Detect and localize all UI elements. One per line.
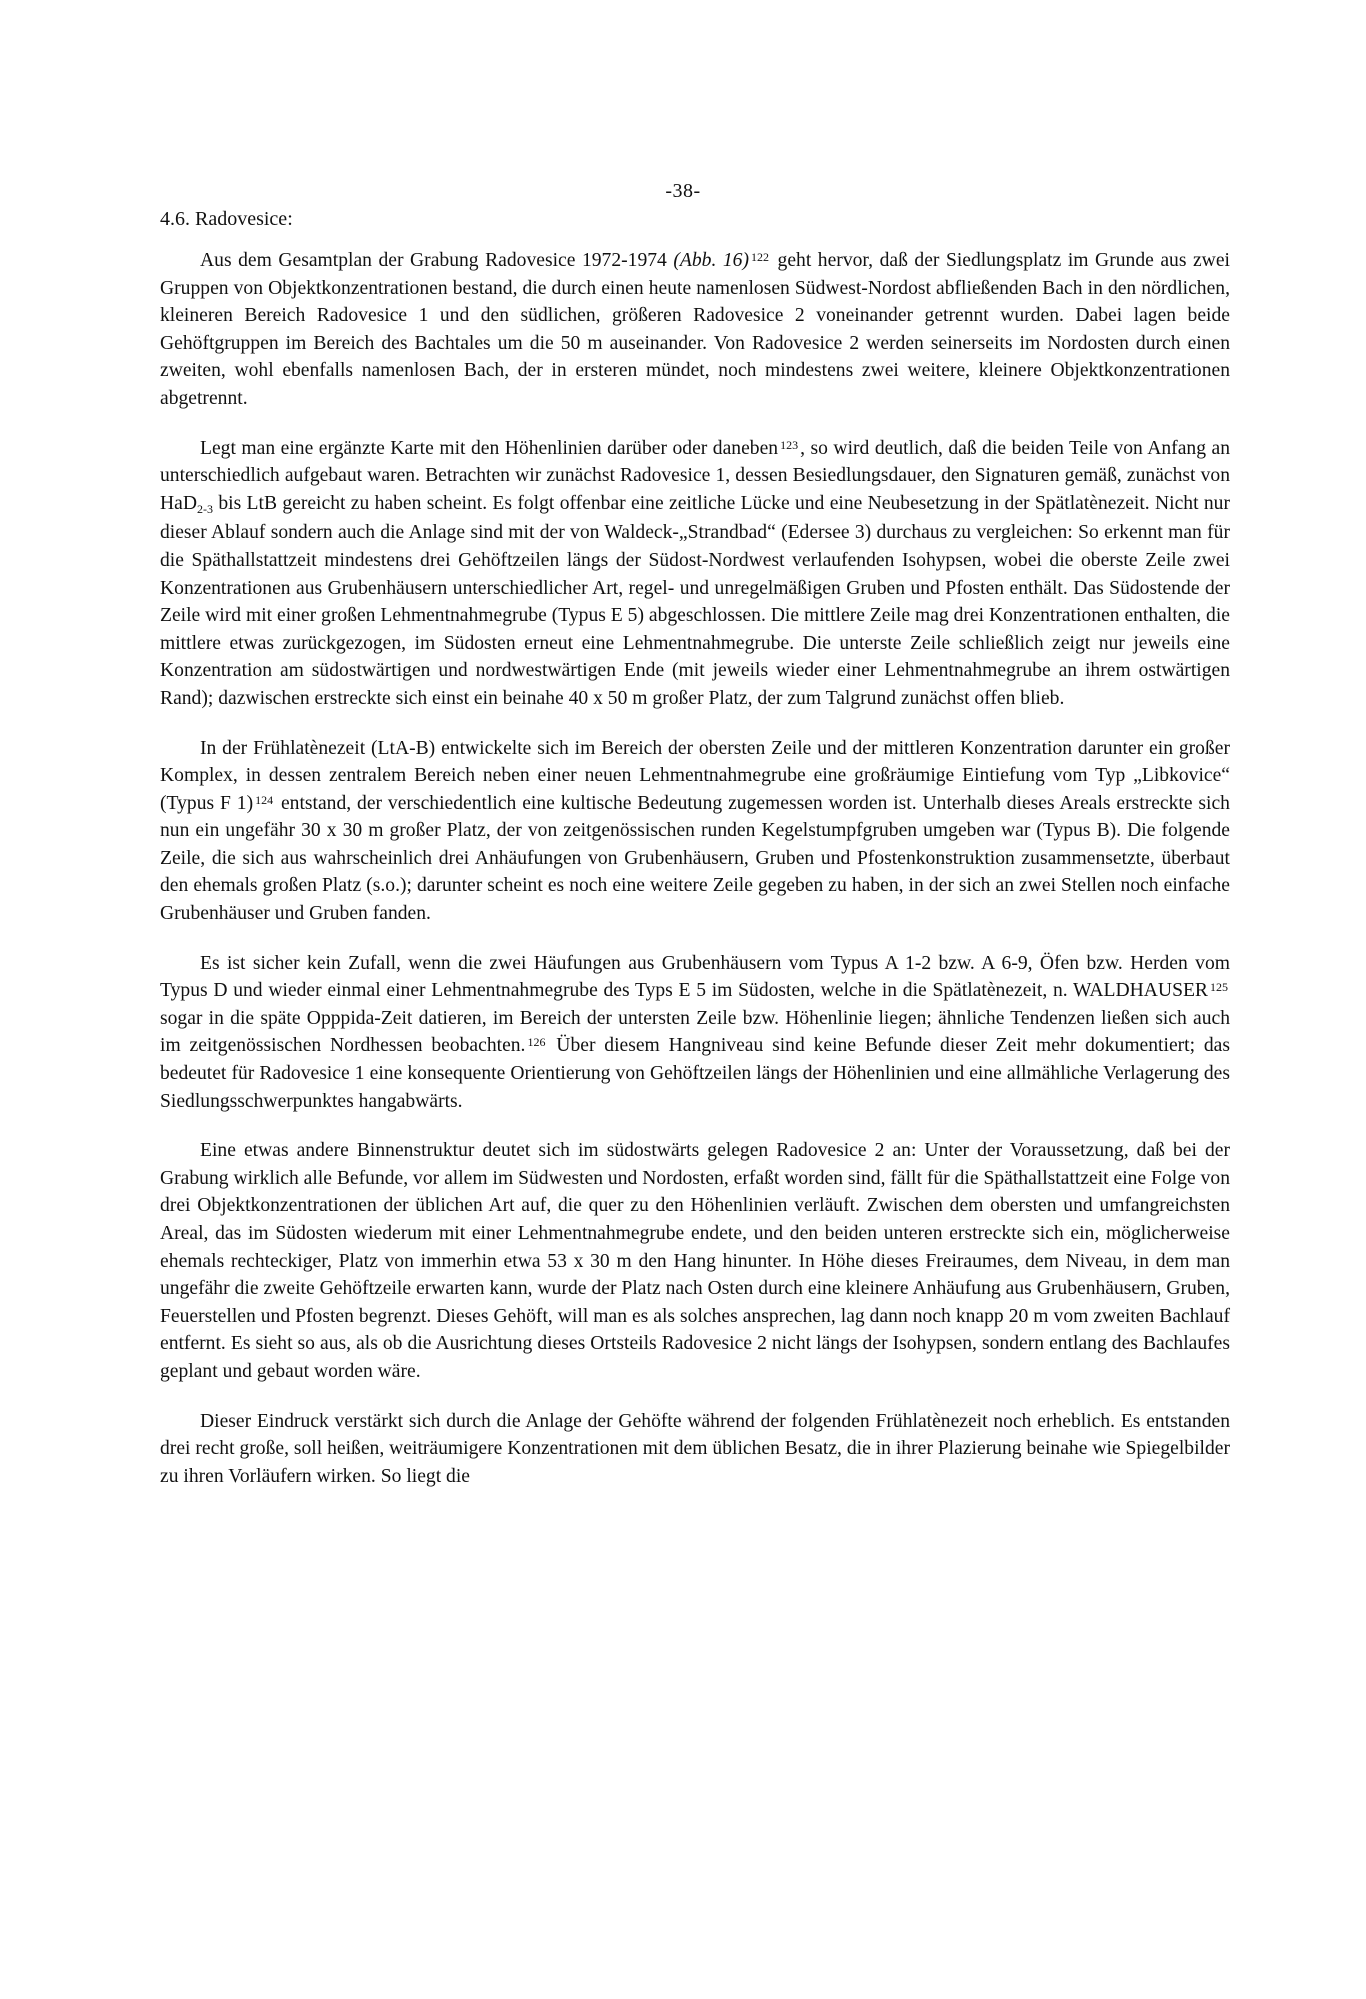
footnote-ref-123: 123	[780, 437, 799, 452]
paragraph-4-text-c: Über diesem Hangniveau sind keine Befunde dieser Zeit mehr dokumentiert; das bedeutet für Radovesice 1 eine konsequente Orientierung von Gehöftzeilen längs der Höhenlinien und eine allmähliche Verlagerung des Siedlungsschwerpunktes hangabwärts.	[160, 1035, 1230, 1112]
paragraph-4-text-a: Es ist sicher kein Zufall, wenn die zwei Häufungen aus Grubenhäusern vom Typus A 1-2 bzw. A 6-9, Öfen bzw. Herden vom Typus D und wieder einmal einer Lehmentnahmegrube des Typs E 5 im Südosten, welche in die Spätlatènezeit, n. WALDHAUSER	[160, 952, 1230, 1002]
paragraph-6-text: Dieser Eindruck verstärkt sich durch die Anlage der Gehöfte während der folgenden Frühlatènezeit noch erheblich. Es entstanden drei recht große, soll heißen, weiträumigere Konzentrationen mit dem üblichen Besatz, die in ihrer Plazierung beinahe wie Spiegelbilder zu ihren Vorläufern wirken. So liegt die	[160, 1410, 1230, 1487]
paragraph-2-text-a: Legt man eine ergänzte Karte mit den Höhenlinien darüber oder daneben	[200, 437, 779, 459]
paragraph-3	[160, 735, 1230, 928]
paragraph-1	[160, 247, 1230, 413]
section-heading: 4.6. Radovesice:	[160, 208, 293, 230]
page-number: -38-	[665, 180, 701, 202]
paragraph-2-text-c: bis LtB gereicht zu haben scheint. Es folgt offenbar eine zeitliche Lücke und eine Neubesetzung in der Spätlatènezeit. Nicht nur dieser Ablauf sondern auch die Anlage sind mit der von Waldeck-„Strandbad“ (Edersee 3) durchaus zu vergleichen: So erkennt man für die Späthallstattzeit mindestens drei Gehöftzeilen längs der Südost-Nordwest verlaufenden Isohypsen, wobei die oberste Zeile zwei Konzentrationen aus Grubenhäusern unterschiedlicher Art, regel- und unregelmäßigen Gruben und Pfosten enthält. Das Südostende der Zeile wird mit einer großen Lehmentnahmegrube (Typus E 5) abgeschlossen. Die mittlere Zeile mag drei Konzentrationen enthalten, die mittlere etwas zurückgezogen, im Südosten erneut eine Lehmentnahmegrube. Die unterste Zeile schließlich zeigt nur jeweils eine Konzentration am südostwärtigen und nordwestwärtigen Ende (mit jeweils wieder einer Lehmentnahmegrube an ihrem ostwärtigen Rand); dazwischen erstreckte sich einst ein beinahe 40 x 50 m großer Platz, der zum Talgrund zunächst offen blieb.	[160, 492, 1230, 709]
paragraph-2-text-b: , so wird deutlich, daß die beiden Teile von Anfang an unterschiedlich aufgebaut waren. Betrachten wir zunächst Radovesice 1, dessen Besiedlungsdauer, den Signaturen gemäß, zunächst von HaD	[160, 437, 1230, 514]
paragraph-5-text: Eine etwas andere Binnenstruktur deutet sich im südostwärts gelegen Radovesice 2 an: Unter der Voraussetzung, daß bei der Grabung wirklich alle Befunde, vor allem im Südwesten und Nordosten, erfaßt worden sind, fällt für die Späthallstattzeit eine Folge von drei Objektkonzentrationen der üblichen Art auf, die quer zu den Höhenlinien verläuft. Zwischen dem obersten und umfangreichsten Areal, das im Südosten wiederum mit einer Lehmentnahmegrube endete, und den beiden unteren erstreckte sich ein, möglicherweise ehemals rechteckiger, Platz von immerhin etwa 53 x 30 m den Hang hinunter. In Höhe dieses Freiraumes, dem Niveau, in dem man ungefähr die zweite Gehöftzeile erwarten kann, wurde der Platz nach Osten durch eine kleinere Anhäufung aus Grubenhäusern, Gruben, Feuerstellen und Pfosten begrenzt. Dieses Gehöft, will man es als solches ansprechen, lag dann noch knapp 20 m vom zweiten Bachlauf entfernt. Es sieht so aus, als ob die Ausrichtung dieses Ortsteils Radovesice 2 nicht längs der Isohypsen, sondern entlang des Bachlaufes geplant und gebaut worden wäre.	[160, 1140, 1230, 1382]
body-text	[160, 247, 1230, 1512]
footnote-ref-125: 125	[1210, 980, 1228, 995]
paragraph-3-text-b: entstand, der verschiedentlich eine kultische Bedeutung zugemessen worden ist. Unterhalb dieses Areals erstreckte sich nun ein ungefähr 30 x 30 m großer Platz, der von zeitgenössischen runden Kegelstumpfgruben umgeben war (Typus B). Die folgende Zeile, die sich aus wahrscheinlich drei Anhäufungen von Grubenhäusern, Gruben und Pfostenkonstruktion zusammensetzte, überbaut den ehemals großen Platz (s.o.); darunter scheint es noch eine weitere Zeile gegeben zu haben, in der sich an zwei Stellen noch einfache Grubenhäuser und Gruben fanden.	[160, 792, 1230, 925]
paragraph-4	[160, 950, 1230, 1116]
paragraph-6	[160, 1408, 1230, 1491]
paragraph-4-text-b: sogar in die späte Opppida-Zeit datieren, im Bereich der untersten Zeile bzw. Höhenlinie liegen; ähnliche Tendenzen ließen sich auch im zeitgenössischen Nordhessen beobachten.	[160, 1007, 1230, 1057]
paragraph-1-text-a: Aus dem Gesamtplan der Grabung Radovesice 1972-1974	[200, 250, 674, 271]
paragraph-2	[160, 435, 1230, 713]
period-subscript: 2-3	[197, 501, 213, 516]
paragraph-3-text-a: In der Frühlatènezeit (LtA-B) entwickelte sich im Bereich der obersten Zeile und der mittleren Konzentration darunter ein großer Komplex, in dessen zentralem Bereich neben einer neuen Lehmentnahmegrube eine großräumige Eintiefung vom Typ „Libkovice“ (Typus F 1)	[160, 737, 1230, 814]
paragraph-1-text-b: geht hervor, daß der Siedlungsplatz im Grunde aus zwei Gruppen von Objektkonzentrationen bestand, die durch einen heute namenlosen Südwest-Nordost abfließenden Bach in den nördlichen, kleineren Bereich Radovesice 1 und den südlichen, größeren Radovesice 2 voneinander getrennt wurden. Dabei lagen beide Gehöftgruppen im Bereich des Bachtales um die 50 m auseinander. Von Radovesice 2 werden seinerseits im Nordosten durch einen zweiten, wohl ebenfalls namenlosen Bach, der in ersteren mündet, noch mindestens zwei weitere, kleinere Objektkonzentrationen abgetrennt.	[160, 250, 1230, 409]
figure-reference: (Abb. 16)	[673, 250, 750, 271]
footnote-ref-126: 126	[527, 1035, 546, 1050]
footnote-ref-124: 124	[255, 792, 274, 807]
footnote-ref-122: 122	[751, 250, 770, 264]
paragraph-5	[160, 1137, 1230, 1385]
